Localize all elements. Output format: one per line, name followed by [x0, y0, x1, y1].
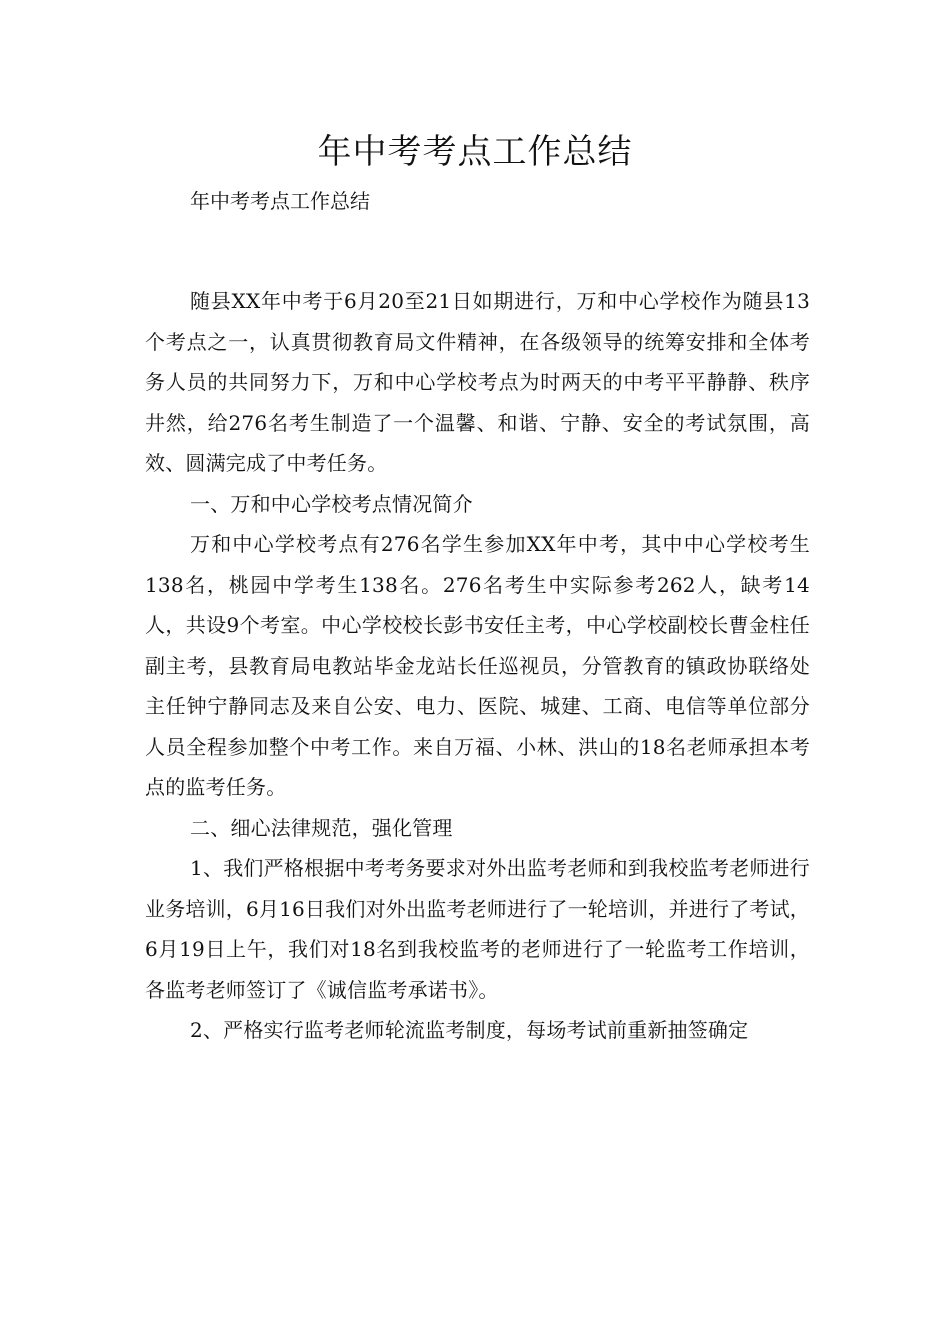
- document-subtitle: 年中考考点工作总结: [190, 189, 370, 213]
- paragraph-intro: 随县XX年中考于6月20至21日如期进行，万和中心学校作为随县13个考点之一，认真贯彻教育局文件精神，在各级领导的统筹安排和全体考务人员的共同努力下，万和中心学校考点为时两天的中考平平静静、秩序井然，给276名考生制造了一个温馨、和谐、宁静、安全的考试氛围，高效、圆满完成了中考任务。: [145, 289, 810, 475]
- paragraph-item-2: 2、严格实行监考老师轮流监考制度，每场考试前重新抽签确定: [190, 1018, 749, 1042]
- section-heading-2: 二、细心法律规范，强化管理: [190, 815, 453, 840]
- paragraph-item-1: 1、我们严格根据中考考务要求对外出监考老师和到我校监考老师进行业务培训，6月16日我们对外出监考老师进行了一轮培训，并进行了考试，6月19日上午，我们对18名到我校监考的老师进行了一轮监考工作培训，各监考老师签订了《诚信监考承诺书》。: [145, 856, 810, 1002]
- document-title: 年中考考点工作总结: [317, 132, 633, 172]
- paragraph-overview: 万和中心学校考点有276名学生参加XX年中考，其中中心学校考生138名，桃园中学考生138名。276名考生中实际参考262人，缺考14人，共设9个考室。中心学校校长彭书安任主考，中心学校副校长曹金柱任副主考，县教育局电教站毕金龙站长任巡视员，分管教育的镇政协联络处主任钟宁静同志及来自公安、电力、医院、城建、工商、电信等单位部分人员全程参加整个中考工作。来自万福、小林、洪山的18名老师承担本考点的监考任务。: [145, 532, 810, 799]
- section-heading-1: 一、万和中心学校考点情况简介: [190, 491, 473, 516]
- document-body: [145, 281, 810, 1051]
